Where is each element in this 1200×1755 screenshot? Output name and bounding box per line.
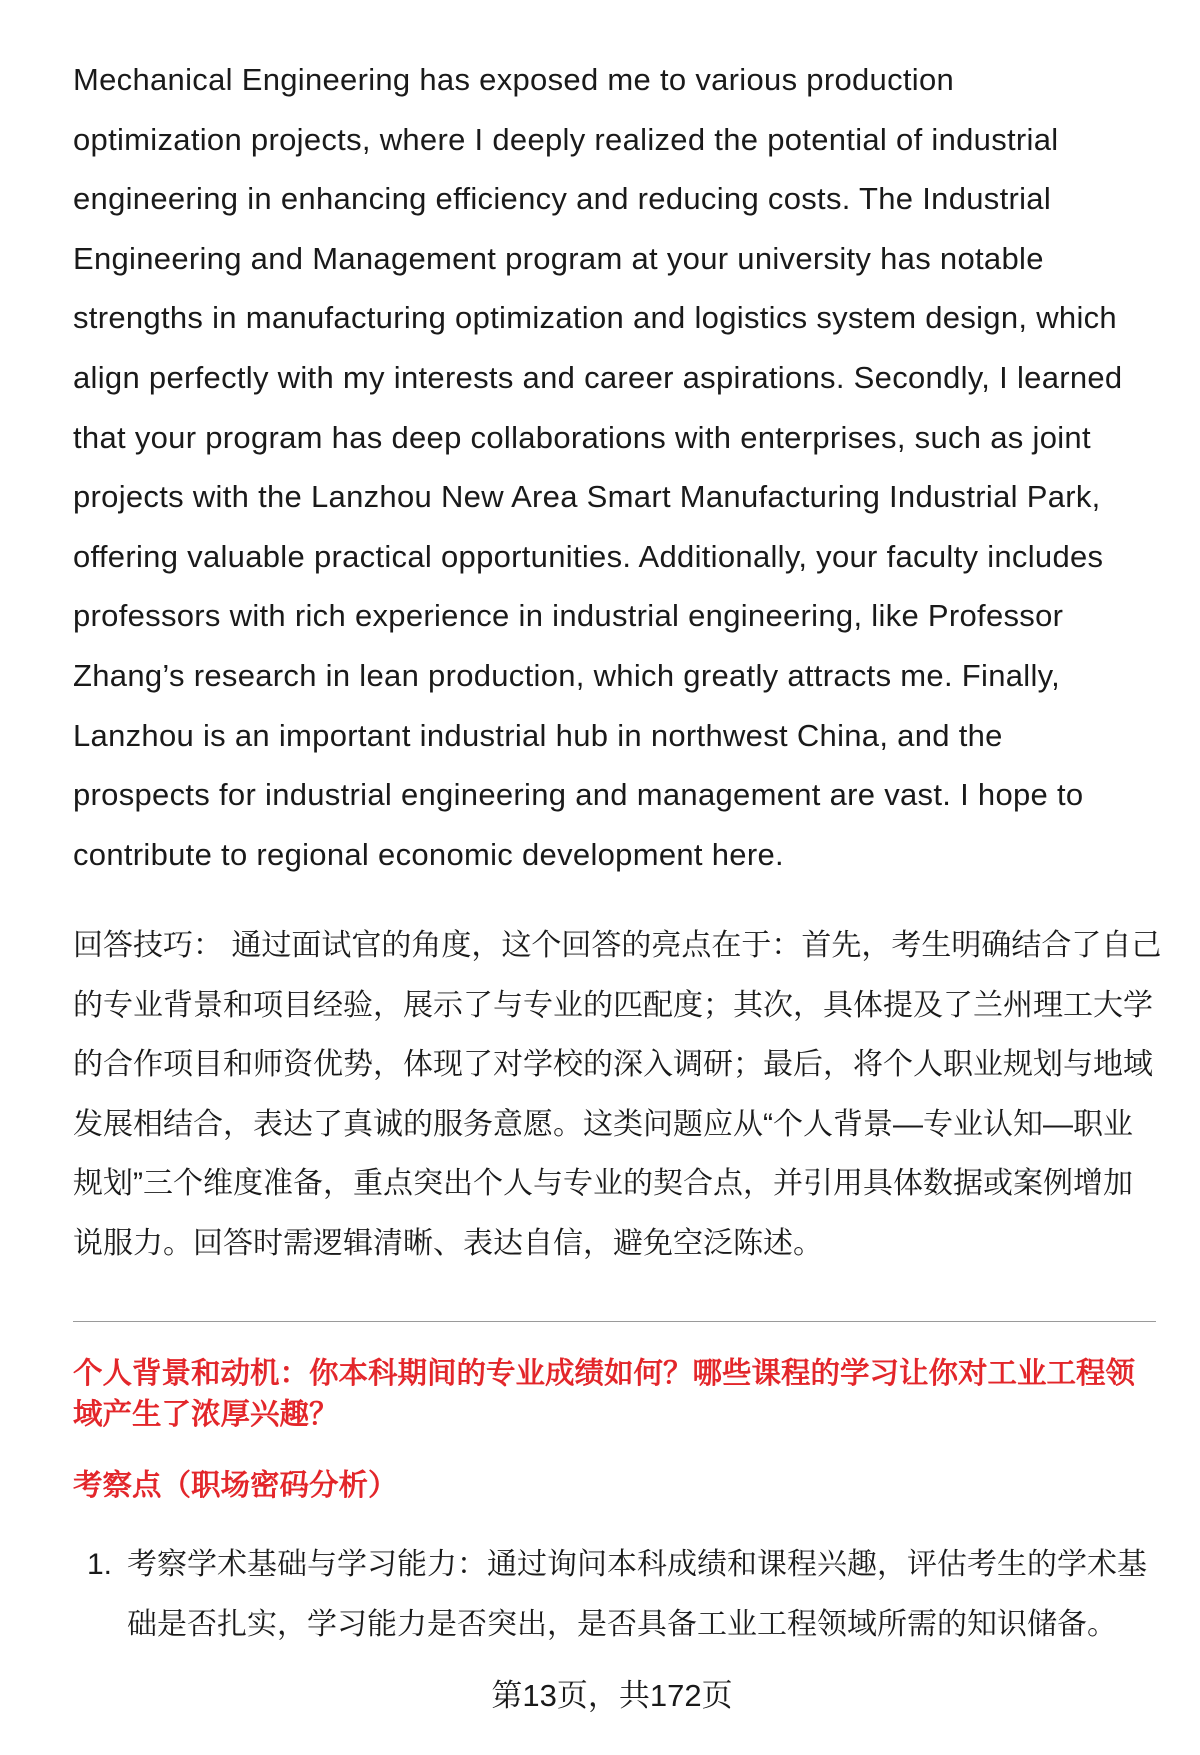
section-heading: 考察点（职场密码分析） [73, 1469, 398, 1502]
paragraph-line: contribute to regional economic development here. [73, 836, 784, 872]
paragraph-line: Mechanical Engineering has exposed me to various production [73, 62, 955, 97]
list-item-line: 考察学术基础与学习能力：通过询问本科成绩和课程兴趣，评估考生的学术基 [127, 1548, 1147, 1581]
section-divider [73, 1321, 1156, 1322]
body-paragraph [73, 50, 1122, 884]
question-line: 个人背景和动机：你本科期间的专业成绩如何？哪些课程的学习让你对工业工程领 [73, 1357, 1136, 1390]
paragraph-line: prospects for industrial engineering and management are vast. I hope to [73, 777, 1084, 813]
answer-tips-line: 的合作项目和师资优势，体现了对学校的深入调研；最后，将个人职业规划与地域 [73, 1048, 1153, 1081]
paragraph-line: that your program has deep collaborations with enterprises, such as joint [73, 419, 1091, 455]
question-heading [73, 1353, 1135, 1436]
answer-tips-line: 说服力。回答时需逻辑清晰、表达自信，避免空泛陈述。 [73, 1226, 823, 1260]
page-footer: 第13页，共172页 [491, 1678, 733, 1713]
paragraph-line: Engineering and Management program at your university has notable [73, 240, 1044, 276]
answer-tips-line: 发展相结合，表达了真诚的服务意愿。这类问题应从“个人背景—专业认知—职业 [73, 1107, 1133, 1141]
list-item-text [127, 1535, 1147, 1655]
paragraph-line: Lanzhou is an important industrial hub in northwest China, and the [73, 717, 1003, 753]
paragraph-line: strengths in manufacturing optimization and logistics system design, which [73, 300, 1117, 336]
list-number: 1. [87, 1548, 113, 1581]
paragraph-line: professors with rich experience in industrial engineering, like Professor [73, 598, 1064, 634]
answer-tips-line: 的专业背景和项目经验，展示了与专业的匹配度；其次，具体提及了兰州理工大学 [73, 988, 1153, 1022]
paragraph-line: align perfectly with my interests and career aspirations. Secondly, I learned [73, 359, 1123, 395]
paragraph-line: Zhang’s research in lean production, which greatly attracts me. Finally, [73, 657, 1061, 693]
paragraph-line: projects with the Lanzhou New Area Smart Manufacturing Industrial Park, [73, 479, 1101, 515]
assessment-list [0, 1535, 1200, 1657]
list-item-line: 础是否扎实，学习能力是否突出，是否具备工业工程领域所需的知识储备。 [127, 1608, 1117, 1641]
paragraph-line: offering valuable practical opportunities. Additionally, your faculty includes [73, 538, 1104, 574]
answer-tips-line: 回答技巧： 通过面试官的角度，这个回答的亮点在于：首先，考生明确结合了自己 [73, 929, 1162, 962]
answer-tips-line: 规划”三个维度准备，重点突出个人与专业的契合点，并引用具体数据或案例增加 [73, 1167, 1133, 1200]
question-line: 域产生了浓厚兴趣？ [73, 1398, 339, 1432]
paragraph-line: optimization projects, where I deeply realized the potential of industrial [73, 121, 1059, 157]
paragraph-line: engineering in enhancing efficiency and reducing costs. The Industrial [73, 181, 1052, 217]
answer-tips-paragraph [73, 916, 1161, 1273]
